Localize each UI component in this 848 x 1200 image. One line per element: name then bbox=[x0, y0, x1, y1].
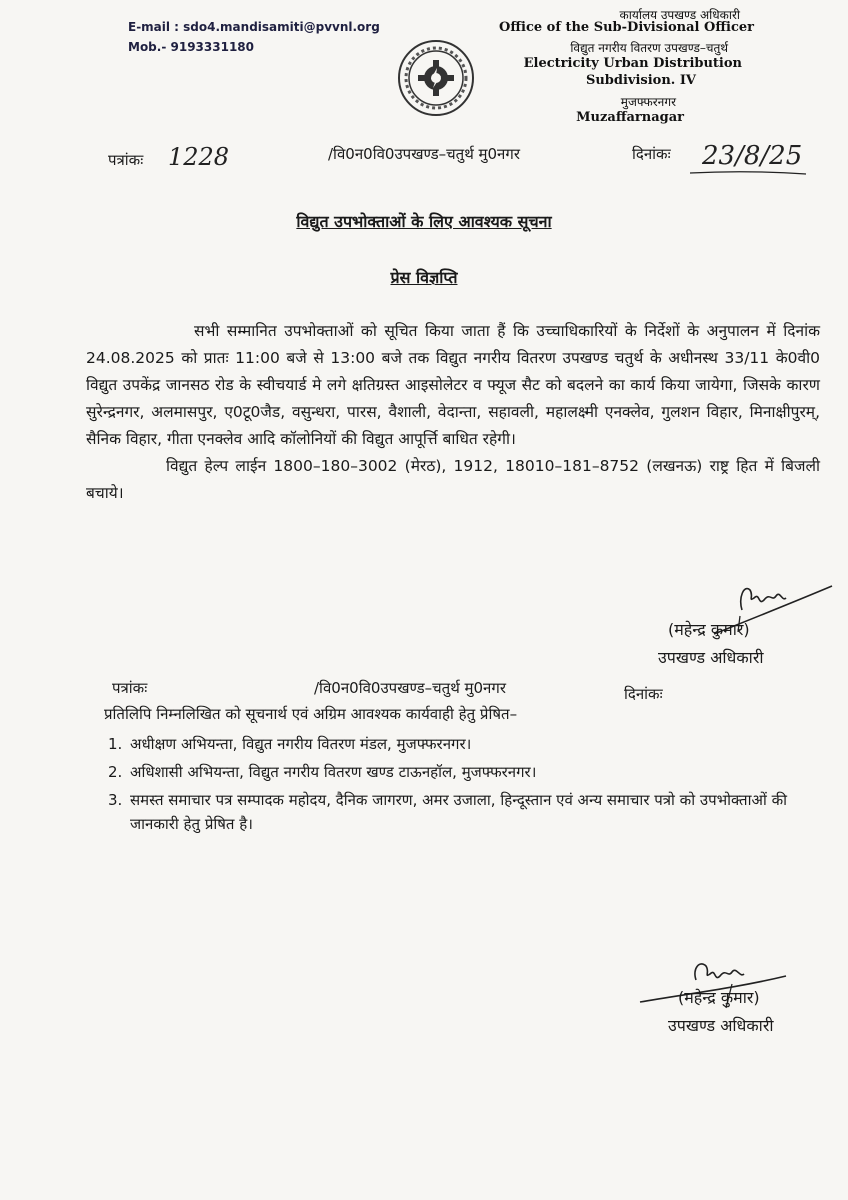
email-text: E-mail : sdo4.mandisamiti@pvvnl.org bbox=[128, 20, 380, 34]
office-english: Office of the Sub-Divisional Officer bbox=[499, 20, 754, 35]
list-item-text: अधिशासी अभियन्ता, विद्युत नगरीय वितरण खण्ड टाऊनहॉल, मुजफ्फरनगर। bbox=[130, 763, 537, 781]
office-hindi: कार्यालय उपखण्ड अधिकारी bbox=[619, 8, 740, 22]
dinank-label: दिनांकः bbox=[632, 145, 671, 163]
patrank-label: पत्रांकः bbox=[108, 151, 144, 169]
letter-date: 23/8/25 bbox=[702, 141, 803, 171]
copy-dinank-label: दिनांकः bbox=[624, 685, 663, 703]
signature-1-name: (महेन्द्र कुमार) bbox=[668, 620, 750, 639]
office-hindi-sub: विद्युत नगरीय वितरण उपखण्ड–चतुर्थ bbox=[570, 41, 728, 55]
patrank-number: 1228 bbox=[168, 143, 230, 171]
notice-title: विद्युत उपभोक्ताओं के लिए आवश्यक सूचना bbox=[296, 212, 552, 231]
list-item bbox=[108, 732, 828, 756]
department-emblem-icon bbox=[396, 38, 476, 118]
list-item-text: समस्त समाचार पत्र सम्पादक महोदय, दैनिक जागरण, अमर उजाला, हिन्दूस्तान एवं अन्य समाचार पत्रो को उपभोक्ताओं की जानकारी हेतु प्रेषित है। bbox=[130, 791, 787, 833]
list-item-number: 1. bbox=[108, 735, 123, 753]
copy-patrank-label: पत्रांकः bbox=[112, 679, 148, 697]
department-line-2: Subdivision. IV bbox=[585, 73, 696, 88]
copy-recipients-list bbox=[108, 732, 828, 840]
list-item-text: अधीक्षण अभियन्ता, विद्युत नगरीय वितरण मंडल, मुजफ्फरनगर। bbox=[130, 735, 472, 753]
notice-subtitle: प्रेस विज्ञप्ति bbox=[390, 268, 458, 287]
notice-paragraph-1: सभी सम्मानित उपभोक्ताओं को सूचित किया जाता हैं कि उच्चाधिकारियों के निर्देशों के अनुपालन में दिनांक 24.08.2025 को प्रातः 11:00 बजे से 13:00 बजे तक विद्युत नगरीय वितरण उपखण्ड चतुर्थ के अधीनस्थ 33/11 के0वी0 विद्युत उपकेंद्र जानसठ रोड के स्वीचयार्ड मे लगे क्षतिग्रस्त आइसोलेटर व फ्यूज सैट को बदलने का कार्य किया जायेगा, जिसके कारण सुरेन्द्रनगर, अलमासपुर, ए0टू0जैड, वसुन्धरा, पारस, वैशाली, वेदान्ता, सहावली, महालक्ष्मी एनक्लेव, गुलशन विहार, मिनाक्षीपुरम्, सैनिक विहार, गीता एनक्लेव आदि कॉलोनियों की विद्युत आपूर्त्ति बाधित रहेगी। bbox=[86, 322, 820, 448]
list-item bbox=[108, 788, 828, 836]
list-item-number: 2. bbox=[108, 763, 123, 781]
list-item-number: 3. bbox=[108, 791, 123, 809]
notice-paragraph-2: विद्युत हेल्प लाईन 1800–180–3002 (मेरठ), 1912, 18010–181–8752 (लखनऊ) राष्ट्र हित में बिजली बचाये। bbox=[86, 457, 820, 502]
signature-1-designation: उपखण्ड अधिकारी bbox=[658, 648, 764, 667]
department-line-1: Electricity Urban Distribution bbox=[523, 56, 742, 71]
notice-body bbox=[86, 318, 820, 507]
copy-intro: प्रतिलिपि निम्नलिखित को सूचनार्थ एवं अग्रिम आवश्यक कार्यवाही हेतु प्रेषित– bbox=[104, 705, 518, 723]
signature-2-designation: उपखण्ड अधिकारी bbox=[668, 1016, 774, 1035]
list-item bbox=[108, 760, 828, 784]
reference-text: /वि0न0वि0उपखण्ड–चतुर्थ मु0नगर bbox=[328, 145, 520, 163]
mobile-text: Mob.- 9193331180 bbox=[128, 40, 254, 54]
city-english: Muzaffarnagar bbox=[576, 110, 684, 125]
date-underline bbox=[688, 170, 808, 176]
signature-2-name: (महेन्द्र कुमार) bbox=[678, 988, 760, 1007]
copy-reference-text: /वि0न0वि0उपखण्ड–चतुर्थ मु0नगर bbox=[314, 679, 506, 697]
city-hindi: मुजफ्फरनगर bbox=[620, 95, 676, 109]
